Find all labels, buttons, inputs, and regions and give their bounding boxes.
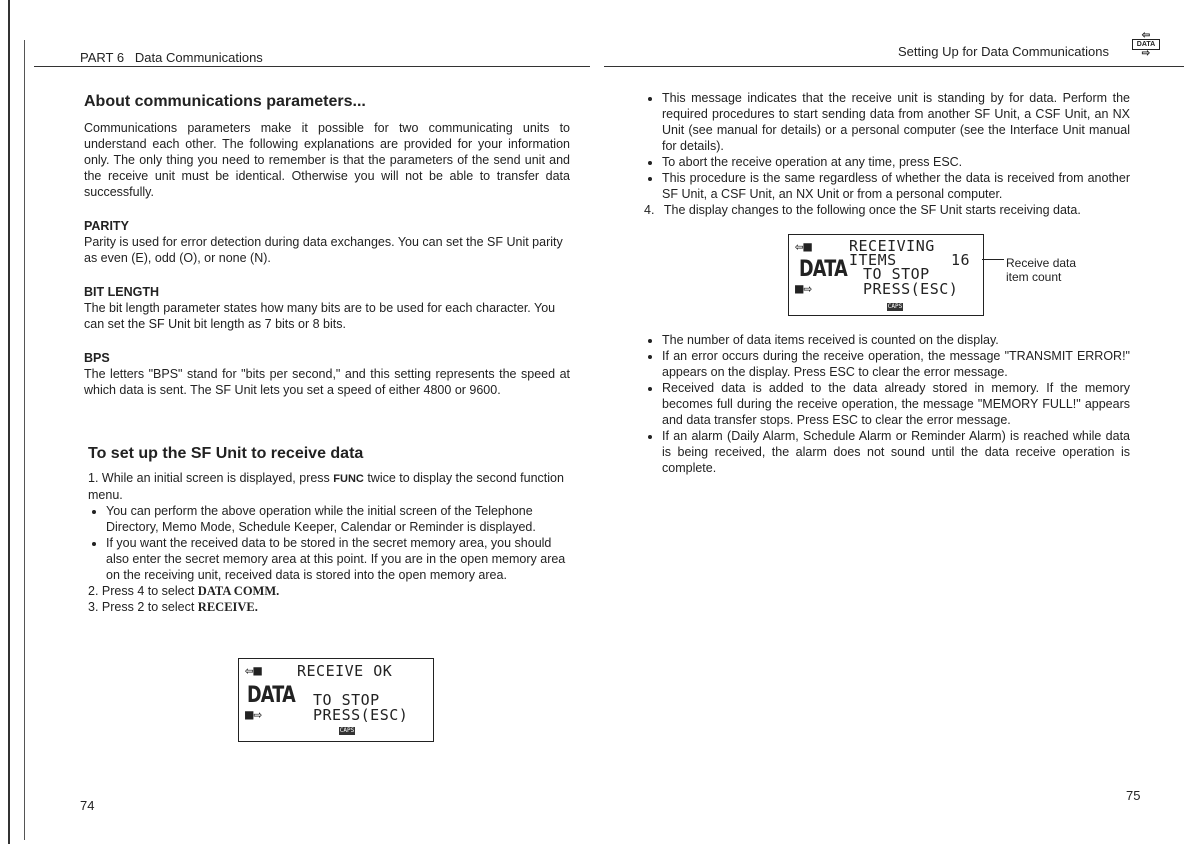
right-column-top — [644, 90, 1130, 218]
func-key: FUNC — [333, 473, 364, 485]
note-same-procedure: • This procedure is the same regardless of whether the data is received from another SF Unit, a CSF Unit, an NX Unit or from a personal computer. — [662, 170, 1130, 202]
note-alarm: • If an alarm (Daily Alarm, Schedule Alarm or Reminder Alarm) is reached while data is being received, the alarm does not sound until the data receive operation is complete. — [662, 428, 1130, 476]
step-3-number: 3. — [88, 600, 99, 614]
receive-notes — [644, 90, 1130, 202]
note-count: • The number of data items received is counted on the display. — [662, 332, 1130, 348]
data-comm-icon — [1132, 32, 1160, 57]
step-4-text: The display changes to the following once the SF Unit starts receiving data. — [663, 203, 1081, 217]
bps-text: The letters "BPS" stand for "bits per second," and this setting represents the speed at which data is sent. The SF Unit lets you set a speed of either 4800 or 9600. — [84, 367, 570, 397]
parity-text: Parity is used for error detection during data exchanges. You can set the SF Unit parity as even (E), odd (O), or none (N). — [84, 235, 563, 265]
right-header-rule — [604, 66, 1184, 67]
arrow-left-icon: ⇦ — [1141, 30, 1151, 41]
step-1-text-b: twice to display the second function menu. — [88, 471, 564, 502]
lcd-item-count: 16 — [951, 251, 971, 269]
step-4 — [644, 202, 1130, 218]
lcd-items-label: ITEMS — [849, 251, 897, 269]
params-intro: Communications parameters make it possible for two communicating units to understand each other. The following explanations are provided for your information only. The only thing you need to remember is that the parameters of the send unit and the receive unit must be identical. Otherwise you will not be able to transfer data successfully. — [84, 121, 570, 199]
lcd-line-1: RECEIVING — [849, 237, 935, 255]
bit-length-heading: BIT LENGTH — [84, 285, 159, 299]
left-header-rule — [34, 66, 590, 67]
receive-command: RECEIVE. — [197, 600, 258, 614]
arrow-right-icon: ■⇨ — [795, 281, 812, 297]
caps-indicator: CAPS — [339, 727, 355, 734]
step-3-text: Press 2 to select — [101, 600, 198, 614]
section-title-params: About communications parameters... — [84, 93, 366, 110]
arrow-left-icon: ⇦■ — [795, 239, 812, 255]
arrow-left-icon: ⇦■ — [245, 663, 262, 679]
right-header-title: Setting Up for Data Communications — [898, 44, 1109, 59]
right-page-number: 75 — [1126, 788, 1141, 803]
arrow-right-icon: ⇨ — [1141, 48, 1151, 59]
right-column-bottom — [644, 332, 1130, 476]
step-2-text: Press 4 to select — [101, 584, 198, 598]
step-1-notes — [88, 503, 574, 583]
caps-indicator: CAPS — [887, 303, 903, 310]
data-icon-label: DATA — [1132, 39, 1160, 50]
step-4-number: 4. — [644, 203, 655, 217]
lcd-line-3: TO STOP — [863, 265, 930, 283]
callout-line — [982, 259, 1004, 260]
step-1-number: 1. — [88, 471, 99, 485]
lcd-receiving — [788, 234, 984, 316]
section-title-setup: To set up the SF Unit to receive data — [88, 445, 364, 462]
step-3 — [88, 599, 574, 615]
step-1 — [88, 470, 574, 503]
arrow-right-icon: ■⇨ — [245, 707, 262, 723]
left-page-number: 74 — [80, 798, 95, 813]
data-comm-command: DATA COMM. — [197, 584, 280, 598]
part-label: PART 6 — [80, 50, 125, 65]
step-1-text-a: While an initial screen is displayed, press — [101, 471, 334, 485]
lcd-data-label: DATA — [799, 257, 847, 282]
lcd-data-label: DATA — [247, 683, 295, 708]
note-abort: • To abort the receive operation at any time, press ESC. — [662, 154, 1130, 170]
receiving-notes — [644, 332, 1130, 476]
binding-edge — [0, 0, 32, 844]
lcd-line-2: TO STOP — [313, 691, 380, 709]
note-initial-screen: • You can perform the above operation while the initial screen of the Telephone Directory, Memo Mode, Schedule Keeper, Calendar or Reminder is displayed. — [106, 503, 574, 535]
note-secret-memory: • If you want the received data to be stored in the secret memory area, you should also enter the secret memory area at this point. If you are in the open memory area on the receiving unit, received data is stored into the open memory area. — [106, 535, 574, 583]
lcd-line-4: PRESS(ESC) — [863, 280, 959, 298]
note-transmit-error: • If an error occurs during the receive operation, the message "TRANSMIT ERROR!" appears on the display. Press ESC to clear the error message. — [662, 348, 1130, 380]
parity-heading: PARITY — [84, 219, 129, 233]
left-header — [80, 50, 263, 65]
left-setup-section — [88, 446, 574, 615]
bps-heading: BPS — [84, 351, 110, 365]
callout-item-count: Receive data item count — [1006, 256, 1077, 284]
bit-length-text: The bit length parameter states how many bits are to be used for each character. You can set the SF Unit bit length as 7 bits or 8 bits. — [84, 301, 556, 331]
lcd-line-3: PRESS(ESC) — [313, 706, 409, 724]
part-title: Data Communications — [134, 50, 263, 65]
step-2 — [88, 583, 574, 599]
step-2-number: 2. — [88, 584, 99, 598]
lcd-line-1: RECEIVE OK — [297, 662, 393, 680]
lcd-receive-ok — [238, 658, 434, 742]
left-column — [84, 94, 570, 398]
note-memory-full: • Received data is added to the data already stored in memory. If the memory becomes full during the receive operation, the message "MEMORY FULL!" appears and data transfer stops. Press ESC to clear the error message. — [662, 380, 1130, 428]
note-standby: • This message indicates that the receive unit is standing by for data. Perform the required procedures to start sending data from another SF Unit, a CSF Unit, an NX Unit (see manual for details) or a personal computer (see the Interface Unit manual for details). — [662, 90, 1130, 154]
